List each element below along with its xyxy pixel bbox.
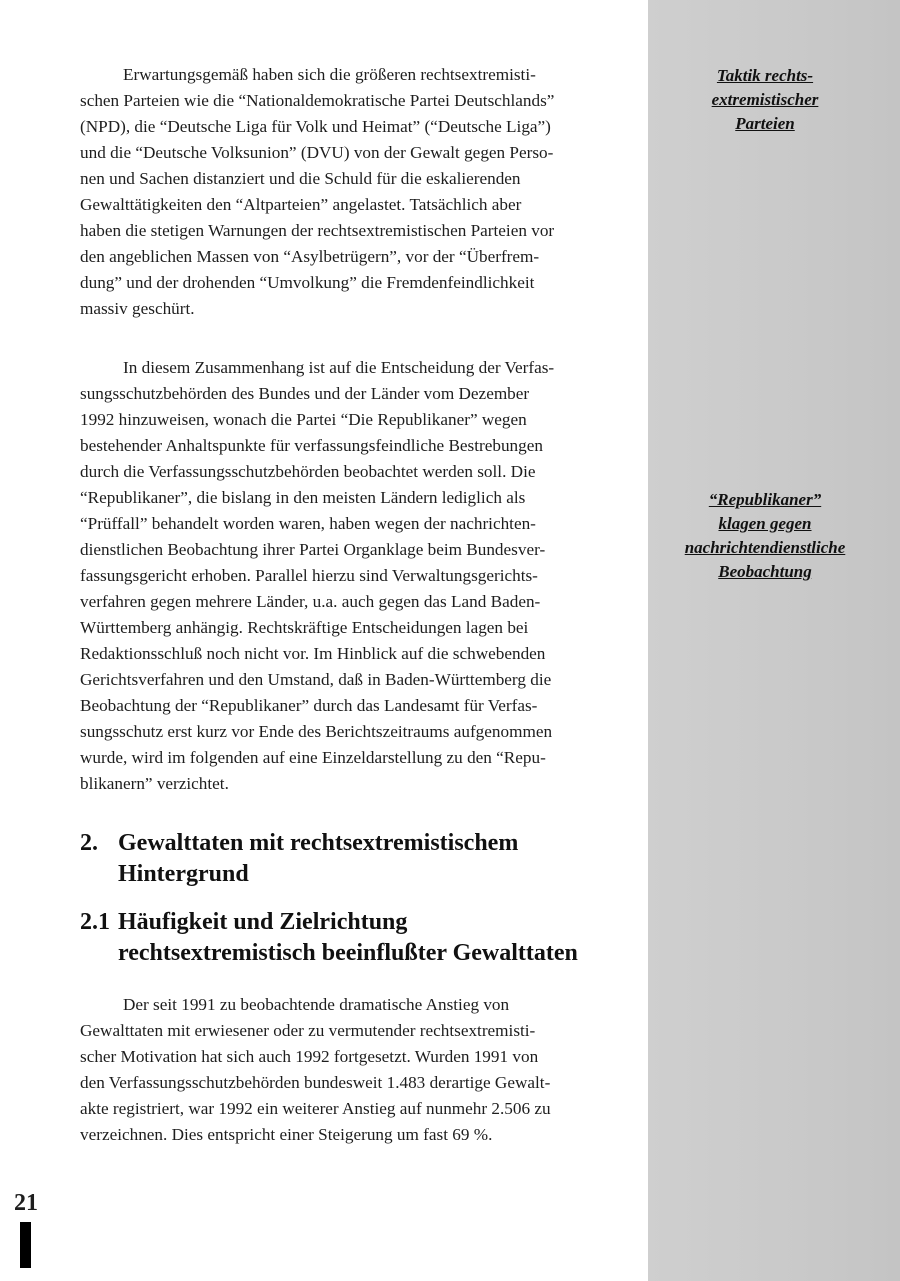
- text-line: akte registriert, war 1992 ein weiterer Anstieg auf nunmehr 2.506 zu: [80, 1099, 551, 1118]
- text-line: Gewalttätigkeiten den “Altparteien” angelastet. Tatsächlich aber: [80, 195, 522, 214]
- text-line: sungsschutzbehörden des Bundes und der Länder vom Dezember: [80, 384, 530, 403]
- text-line: Gewalttaten mit erwiesener oder zu vermutender rechtsextremisti-: [80, 1021, 536, 1040]
- text-line: scher Motivation hat sich auch 1992 fortgesetzt. Wurden 1991 von: [80, 1047, 539, 1066]
- paragraph-party-tactics: [80, 62, 620, 322]
- text-line: In diesem Zusammenhang ist auf die Entscheidung der Verfas-: [123, 358, 555, 377]
- text-line: nen und Sachen distanziert und die Schuld für die eskalierenden: [80, 169, 521, 188]
- page-marker-bar: [20, 1222, 31, 1268]
- text-line: verfahren gegen mehrere Länder, u.a. auch gegen das Land Baden-: [80, 592, 541, 611]
- text-line: bestehender Anhaltspunkte für verfassungsfeindliche Bestrebungen: [80, 436, 543, 455]
- text-line: Württemberg anhängig. Rechtskräftige Entscheidungen lagen bei: [80, 618, 529, 637]
- heading-number: 2.1: [80, 909, 110, 935]
- text-line: Der seit 1991 zu beobachtende dramatische Anstieg von: [123, 995, 510, 1014]
- paragraph-statistics: [80, 992, 620, 1148]
- margin-note-line: nachrichtendienstliche: [684, 538, 846, 557]
- margin-note-line: “Republikaner”: [708, 490, 822, 509]
- text-line: haben die stetigen Warnungen der rechtsextremistischen Parteien vor: [80, 221, 555, 240]
- text-line: wurde, wird im folgenden auf eine Einzeldarstellung zu den “Repu-: [80, 748, 546, 767]
- heading-text: rechtsextremistisch beeinflußter Gewalttaten: [118, 940, 578, 966]
- text-line: 1992 hinzuweisen, wonach die Partei “Die Republikaner” wegen: [80, 410, 527, 429]
- margin-note-republikaner: [660, 488, 870, 584]
- heading-text: Gewalttaten mit rechtsextremistischem: [118, 830, 519, 856]
- text-line: Gerichtsverfahren und den Umstand, daß in Baden-Württemberg die: [80, 670, 552, 689]
- margin-sidebar: [648, 0, 900, 1281]
- text-line: “Republikaner”, die bislang in den meisten Ländern lediglich als: [80, 488, 526, 507]
- text-line: den Verfassungsschutzbehörden bundesweit 1.483 derartige Gewalt-: [80, 1073, 551, 1092]
- heading-text: Häufigkeit und Zielrichtung: [118, 909, 408, 935]
- text-line: Erwartungsgemäß haben sich die größeren rechtsextremisti-: [123, 65, 536, 84]
- text-line: schen Parteien wie die “Nationaldemokratische Partei Deutschlands”: [80, 91, 555, 110]
- page-number: 21: [14, 1190, 38, 1216]
- margin-note-line: Beobachtung: [718, 562, 812, 581]
- text-line: “Prüffall” behandelt worden waren, haben wegen der nachrichten-: [80, 514, 536, 533]
- text-line: blikanern” verzichtet.: [80, 774, 229, 793]
- text-line: dienstlichen Beobachtung ihrer Partei Organklage beim Bundesver-: [80, 540, 546, 559]
- text-line: Redaktionsschluß noch nicht vor. Im Hinblick auf die schwebenden: [80, 644, 546, 663]
- text-line: den angeblichen Massen von “Asylbetrügern”, vor der “Überfrem-: [80, 247, 540, 266]
- margin-note-taktik: [660, 64, 870, 136]
- text-line: Beobachtung der “Republikaner” durch das Landesamt für Verfas-: [80, 696, 538, 715]
- text-line: massiv geschürt.: [80, 299, 195, 318]
- margin-note-line: Taktik rechts-: [716, 66, 814, 85]
- text-line: dung” und der drohenden “Umvolkung” die Fremdenfeindlichkeit: [80, 273, 535, 292]
- text-line: durch die Verfassungsschutzbehörden beobachtet werden soll. Die: [80, 462, 536, 481]
- margin-note-line: klagen gegen: [718, 514, 812, 533]
- section-heading-2: [80, 828, 640, 890]
- heading-text: Hintergrund: [118, 861, 249, 887]
- text-line: fassungsgericht erhoben. Parallel hierzu sind Verwaltungsgerichts-: [80, 566, 538, 585]
- text-line: (NPD), die “Deutsche Liga für Volk und Heimat” (“Deutsche Liga”): [80, 117, 551, 136]
- text-line: sungsschutz erst kurz vor Ende des Berichtszeitraums aufgenommen: [80, 722, 553, 741]
- text-line: verzeichnen. Dies entspricht einer Steigerung um fast 69 %.: [80, 1125, 493, 1144]
- section-heading-2-1: [80, 907, 640, 969]
- paragraph-republikaner: [80, 355, 620, 797]
- margin-note-line: extremistischer: [711, 90, 819, 109]
- margin-note-line: Parteien: [735, 114, 795, 133]
- heading-number: 2.: [80, 830, 98, 856]
- text-line: und die “Deutsche Volksunion” (DVU) von der Gewalt gegen Perso-: [80, 143, 554, 162]
